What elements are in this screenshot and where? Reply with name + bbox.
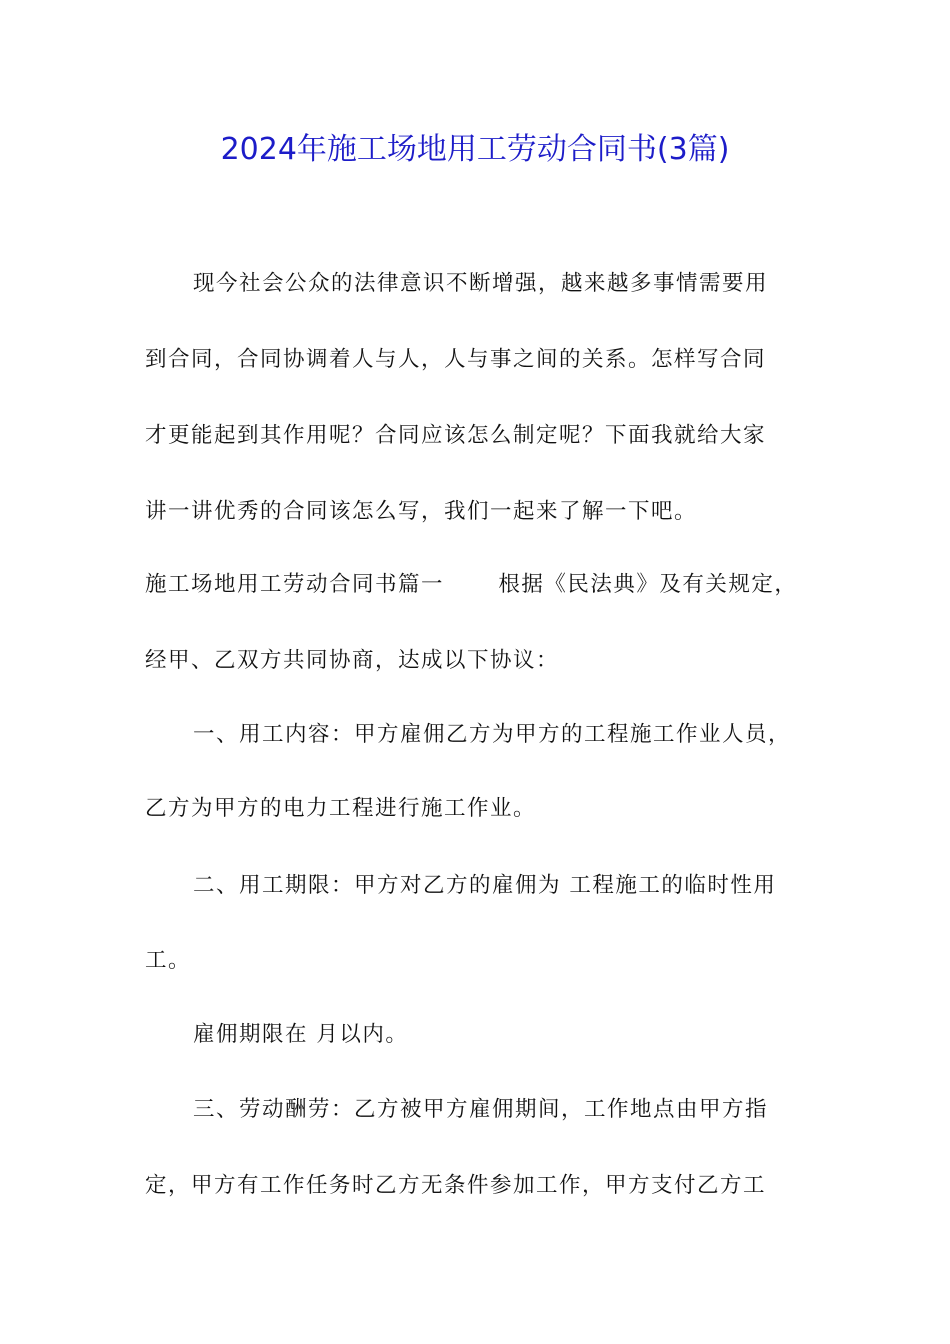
clause-line: 三、劳动酬劳：乙方被甲方雇佣期间，工作地点由甲方指 (193, 1097, 769, 1122)
paragraph-line: 工。 (145, 948, 192, 973)
document-title: 2024年施工场地用工劳动合同书(3篇) (220, 132, 730, 167)
paragraph-line: 经甲、乙双方共同协商，达成以下协议： (145, 648, 560, 673)
section-heading-line: 施工场地用工劳动合同书篇一 根据《民法典》及有关规定， (145, 572, 798, 597)
paragraph-line: 现今社会公众的法律意识不断增强，越来越多事情需要用 (193, 271, 769, 296)
clause-line: 一、用工内容：甲方雇佣乙方为甲方的工程施工作业人员， (193, 722, 792, 747)
paragraph-line: 才更能起到其作用呢？合同应该怎么制定呢？下面我就给大家 (145, 423, 767, 448)
paragraph-line: 定，甲方有工作任务时乙方无条件参加工作，甲方支付乙方工 (145, 1173, 767, 1198)
paragraph-line: 到合同，合同协调着人与人，人与事之间的关系。怎样写合同 (145, 347, 767, 372)
paragraph-line: 讲一讲优秀的合同该怎么写，我们一起来了解一下吧。 (145, 499, 698, 524)
paragraph-line: 乙方为甲方的电力工程进行施工作业。 (145, 796, 537, 821)
clause-line: 二、用工期限：甲方对乙方的雇佣为 工程施工的临时性用 (193, 873, 777, 898)
paragraph-line: 雇佣期限在 月以内。 (193, 1022, 409, 1047)
